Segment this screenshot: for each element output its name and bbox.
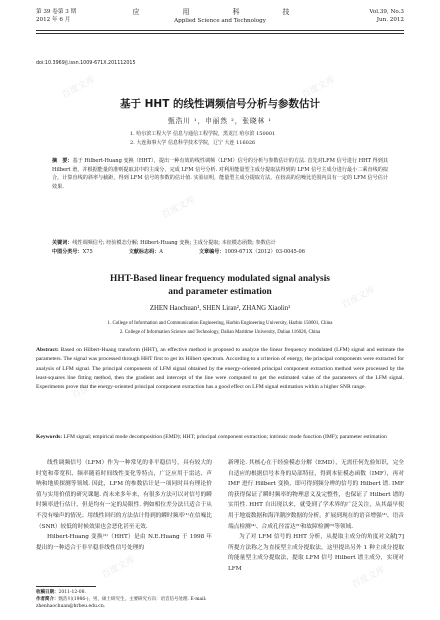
abstract-en-text: Based on Hilbert-Huang transform (HHT), an effective method is proposed to analyze the linear frequency modulated (LFM) signal and estimate the parameters. The signal was processed through HHT first to get its Hilbert spectrum. According to a criterion of energy, the principal components were extracted for analysis of LFM signal. The principal components of LFM signal obtained by the energy-oriented principal component extraction method were processed by the least-squares line fitting method, then the gradient and intercept of the line were computed to get the estimated value of the parameters of the LFM signal. Experiments prove that the energy-oriented principal component extraction has a good effect on LFM signal estimation within a higher SNR range. xyxy=(36,347,404,391)
watermark: 百度文库 xyxy=(250,464,287,491)
affiliations-zh xyxy=(130,130,275,147)
doc-code: 文献标志码：A xyxy=(128,249,163,255)
authors-en: ZHEN Haochuan¹, SHEN Liran², ZHANG Xiaolin¹ xyxy=(149,305,291,312)
watermark: 百度文库 xyxy=(300,74,337,101)
title-en-line1: HHT-Based linear frequency modulated signal analysis xyxy=(110,274,330,284)
journal-name-zh: 应 用 科 技 xyxy=(132,8,308,16)
watermark: 百度文库 xyxy=(100,554,137,581)
watermark: 百度文库 xyxy=(70,374,107,401)
keywords-zh xyxy=(52,239,388,248)
affiliation-zh-2: 2. 大连海事大学 信息科学技术学院，辽宁 大连 116026 xyxy=(130,139,256,146)
classification-row xyxy=(52,248,388,257)
affiliations-en xyxy=(36,320,404,337)
title-zh: 基于 HHT 的线性调频信号分析与参数估计 xyxy=(119,98,321,110)
header-rule-thin xyxy=(36,33,404,34)
title-en xyxy=(36,273,404,299)
body-paragraph: 为了对 LFM 信号的 HHT 分析，从提取主成分的角度对文献[7]所提方法称之为直接型主成分提取法，这里提出另外 1 种主成分提取的能量型主成分提取法，提取 LFM 信号 Hilbert 谱主成分，实现对 LFM xyxy=(228,534,404,572)
watermark: 百度文库 xyxy=(350,564,387,591)
affiliation-en-2: 2. College of Information Science and Technology, Dalian Maritime University, Dalian 116026, China xyxy=(119,329,321,335)
affiliation-zh-1: 1. 哈尔滨工程大学 信息与通信工程学院，黑龙江 哈尔滨 150001 xyxy=(130,131,276,137)
footnote xyxy=(36,589,212,610)
affiliation-en-1: 1. College of Information and Communication Engineering, Harbin Engineering University, Harbin 150001, China xyxy=(107,321,333,326)
body-column-left xyxy=(36,458,212,553)
keywords-zh-text: 线性调频信号; 经验模态分解; Hilbert-Huang 变换; 主成分提取; 本征模态函数; 参数估计 xyxy=(72,240,276,246)
header-center xyxy=(36,8,404,25)
keywords-en xyxy=(36,433,404,442)
keywords-en-text: LFM signal; empirical mode decomposition (EMD); HHT; principal component extraction; intrinsic mode function (IMF); parameter estimation xyxy=(63,434,387,440)
keywords-en-label: Keywords: xyxy=(36,434,63,440)
body-paragraph: Hilbert-Huang 变换⁽²⁾（HHT）是由 N.E.Huang 于 1998 年提出的一种适合于非平稳非线性信号处理的 xyxy=(36,534,212,551)
date-zh: 2012 年 6 月 xyxy=(36,17,71,23)
watermark: 百度文库 xyxy=(160,194,197,221)
abstract-en xyxy=(36,346,404,392)
abstract-zh-label: 摘 要： xyxy=(52,158,73,164)
abstract-en-label: Abstract: xyxy=(36,347,59,353)
watermark: 百度文库 xyxy=(340,284,377,311)
authors-zh: 甄浩川 ¹，申丽然 ²，张晓林 ¹ xyxy=(168,117,272,125)
issue-zh: 第 39 卷第 3 期 xyxy=(36,9,77,15)
header-right xyxy=(369,8,404,24)
body-paragraph: 新理论. 其核心在于经验模态分解（EMD），无需任何先验知识，完全自适应的根据信号本身的局部特征，得到本征模态函数（IMF），再对 IMF 进行 Hilbert 变换，即可得到频分辨的信号的 Hilbert 谱. IMF 的获得保证了瞬时频率的物理意义及完整性，也保证了 Hilbert 谱的实用性. HHT 自出现以来，就受到了学术界的广泛关注，从其最早使用于地震数据和海洋潮汐数据的分析，扩展到现在的语音增强⁽³⁾、语音端点检测⁽⁴⁾、合成孔径雷达⁽⁵⁾和故障检测⁽⁶⁾等领域. xyxy=(228,460,404,530)
watermark: 百度文库 xyxy=(60,74,97,101)
header-rule xyxy=(36,30,404,31)
article-no: 文章编号：1009-671X（2012）03-0045-06 xyxy=(198,249,305,255)
keywords-zh-label: 关键词： xyxy=(52,240,73,246)
meta-zh xyxy=(52,239,388,257)
abstract-zh xyxy=(52,157,388,192)
body-paragraph: 线性调频信号（LFM）作为一种常见的非平稳信号，具有较大的时宽和带宽积、频率随着时间线性变化等特点，广泛应用于雷达、声呐和地质探测等领域. 因此，LFM 的参数估计是一项同时具有理论价值与实用价值的研究课题. 尚未来多年来，有很多方法可以对信号的瞬时频率进行估计，但是均有一定的局限性. 例如相位差分法只适合于从不没有噪声的情况；用线性回归的方法估计得到的瞬时频率⁽¹⁾在信噪比（SNR）较低的时候效果也会恶化甚至无效. xyxy=(36,460,212,530)
abstract-zh-text: 基于 Hilbert-Huang 变换（HHT），提出一种有效的线性调频（LFM）信号的分析与参数估计的方法. 首先对LFM 信号进行 HHT 得到其 Hilbert 谱，并根据能量的准则提取其中的主成分，完成 LFM 信号分析. 对利用能量型主成分提取法得到的 LFM 信号主成分进行最小二乘直线的拟合，计算直线的斜率与截距，得到 LFM 信号的参数的估计值. 实验证明，能量型主成分提取方法，在较高的信噪比范围内具有一定的 LFM 信号估计效果. xyxy=(52,158,388,191)
date-en: Jun. 2012 xyxy=(376,17,404,23)
received-date: 收稿日期：2011-12-08. xyxy=(36,590,86,595)
body-column-right xyxy=(228,458,404,575)
clc: 中图分类号：X75 xyxy=(52,249,93,255)
title-en-line2: and parameter estimation xyxy=(168,287,272,297)
doi: doi:10.3969/j.issn.1009-671X.201112015 xyxy=(36,61,136,66)
volume-en: Vol.39, No.3 xyxy=(369,9,404,15)
footnote-rule xyxy=(36,586,96,587)
journal-name-en: Applied Science and Technology xyxy=(174,18,266,24)
author-bio: 作者简介：甄浩川(1986-)，男，硕士研究生，主要研究方向：语音信号处理. E-mail: zhenhaochuan@hrbeu.edu.cn. xyxy=(36,597,207,609)
